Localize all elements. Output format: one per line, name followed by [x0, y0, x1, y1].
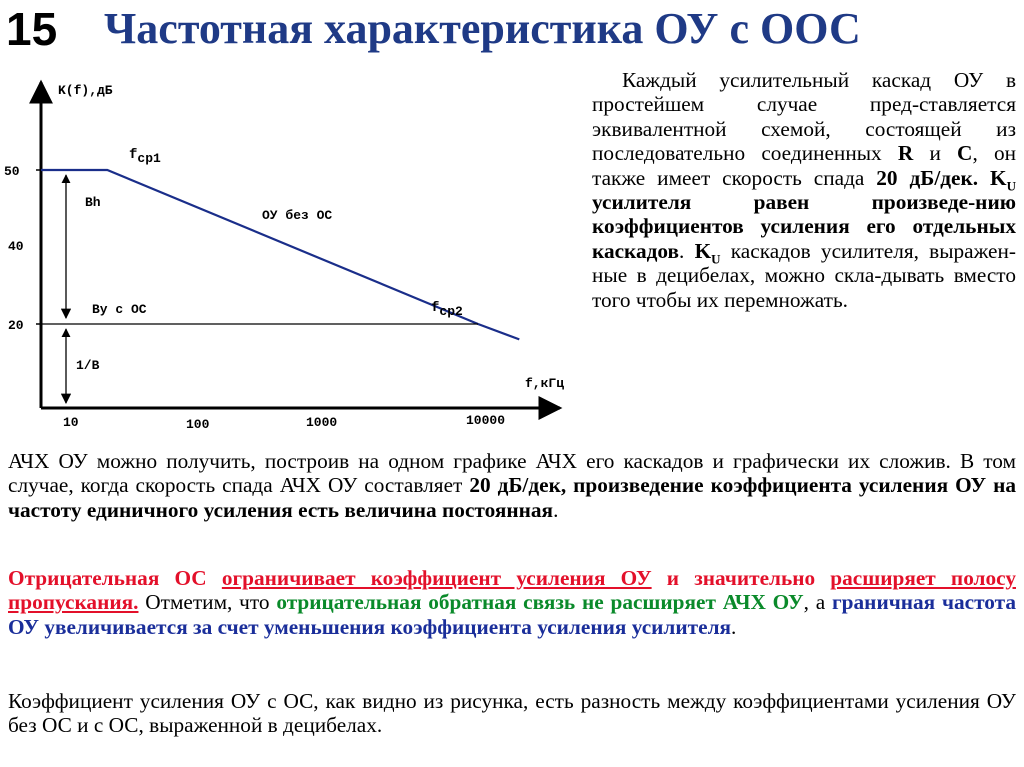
paragraph-1: [8, 449, 1016, 522]
y-tick-label-50: 50: [4, 164, 20, 179]
annotation-bh: Bh: [85, 195, 101, 210]
x-tick-label-10000: 10000: [466, 413, 506, 428]
annotation-f-cp2: [431, 300, 463, 319]
para1-c: .: [553, 497, 559, 522]
side-p1: Каждый усилительный каскад ОУ в простейшем случае пред-ставляется эквивалентной схемой, состоящей из последовательно соединенных: [592, 68, 1016, 166]
f-cp1-sub: cp1: [137, 151, 161, 166]
para2-i: .: [731, 614, 737, 639]
side-p3-dot: .: [679, 238, 685, 263]
side-ku-k: K: [990, 165, 1007, 190]
slide-title: Частотная характеристика ОУ с ООС: [104, 4, 861, 53]
f-cp2-base: f: [431, 300, 440, 316]
side-ku2-k: K: [694, 238, 712, 263]
side-rate: 20 дБ/дек: [876, 165, 973, 190]
annotation-by: Ву с ОС: [92, 302, 147, 317]
f-cp2-sub: cp2: [439, 304, 463, 319]
y-tick-label-40: 40: [8, 239, 24, 254]
y-tick-label-20: 20: [8, 318, 24, 333]
side-and: и: [913, 141, 958, 166]
f-cp1-base: f: [129, 147, 138, 163]
para1-b: 20 дБ/дек, произведение коэффициента усиления ОУ на частоту единичного усиления есть величина постоянная: [8, 473, 1016, 522]
para2-a: Отрицательная ОС: [8, 566, 222, 590]
side-ku-u: U: [1006, 177, 1016, 193]
para2-e: Отметим, что: [138, 590, 277, 615]
annotation-inv-b: 1/В: [76, 358, 100, 373]
x-tick-label-100: 100: [186, 417, 210, 432]
annotation-f-cp1: [129, 147, 161, 166]
x-tick-label-1000: 1000: [306, 415, 338, 430]
frequency-response-chart: [0, 60, 590, 440]
para1-a: АЧХ ОУ можно получить, построив на одном графике АЧХ его каскадов и графически их сложив. В том случае, когда скорость спада АЧХ ОУ составляет: [8, 449, 1016, 498]
para2-f: отрицательная обратная связь не расширяет АЧХ ОУ: [276, 590, 804, 615]
x-axis-label: f,кГц: [525, 376, 565, 391]
paragraph-3: Коэффициент усиления ОУ с ОС, как видно из рисунка, есть разность между коэффициентами усиления ОУ без ОС и с ОС, выраженной в децибелах.: [8, 689, 1016, 738]
side-dot: .: [972, 165, 979, 190]
annotation-no-fb: ОУ без ОС: [262, 208, 333, 223]
side-r: R: [897, 141, 914, 166]
para2-g: , а: [803, 590, 833, 615]
side-ku2-u: U: [711, 251, 721, 267]
side-c: C: [957, 141, 973, 166]
side-p2: , он также имеет скорость спада: [592, 141, 1016, 190]
side-p3: усилителя равен произведе-нию коэффициентов усиления его отдельных каскадов: [592, 190, 1016, 263]
para2-d: расширяет полосу пропускания.: [8, 566, 1016, 615]
para2-h: граничная частота ОУ увеличивается за счет уменьшения коэффициента усиления усилителя: [8, 590, 1016, 639]
para2-c: и значительно: [651, 566, 831, 590]
paragraph-2: [8, 566, 1016, 639]
slide-number: 15: [6, 3, 58, 55]
side-description: [592, 68, 1016, 312]
y-axis-label: K(f),дБ: [58, 83, 113, 98]
x-tick-label-10: 10: [63, 415, 79, 430]
side-p4: каскадов усилителя, выражен-ные в децибелах, можно скла-дывать вместо того чтобы их перемножать.: [592, 238, 1017, 312]
para2-b: ограничивает коэффициент усиления ОУ: [221, 566, 652, 590]
